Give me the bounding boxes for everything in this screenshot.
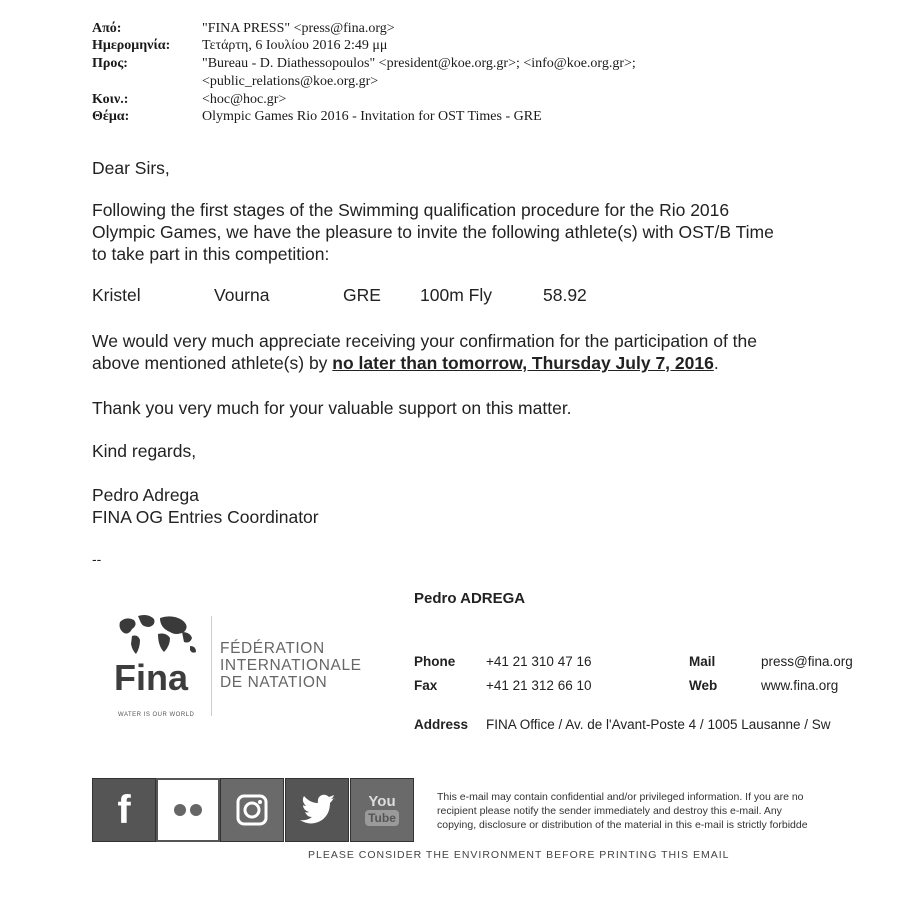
sender-block: [92, 484, 319, 528]
athlete-country: GRE: [343, 285, 381, 305]
logo-tagline: WATER IS OUR WORLD: [118, 712, 195, 718]
mail-label: Mail: [689, 654, 716, 669]
web-label: Web: [689, 678, 718, 693]
disclaimer-line-2: recipient please notify the sender immediately and destroy this e-mail. Any: [437, 805, 782, 817]
greeting: Dear Sirs,: [92, 158, 170, 178]
confirmation-paragraph: [92, 330, 757, 374]
youtube-icon-bottom: Tube: [365, 810, 399, 826]
sender-title: FINA OG Entries Coordinator: [92, 507, 319, 527]
deadline-text: no later than tomorrow, Thursday July 7, 2016: [332, 353, 714, 373]
disclaimer-line-3: copying, disclosure or distribution of the material in this e-mail is strictly forbidde: [437, 819, 808, 831]
address-label: Address: [414, 717, 469, 732]
invitation-line-2: Olympic Games, we have the pleasure to invite the following athlete(s) with OST/B Time: [92, 222, 774, 242]
federation-line-1: FÉDÉRATION: [220, 640, 325, 657]
youtube-button[interactable]: [350, 778, 414, 842]
confirmation-line-2-start: above mentioned athlete(s) by: [92, 353, 333, 373]
signature-name: Pedro ADREGA: [414, 590, 526, 607]
invitation-line-1: Following the first stages of the Swimming qualification procedure for the Rio 2016: [92, 200, 730, 220]
confirmation-line-1: We would very much appreciate receiving your confirmation for the participation of the: [92, 331, 758, 351]
thanks-line: Thank you very much for your valuable support on this matter.: [92, 398, 572, 418]
flickr-icon: [174, 804, 202, 816]
instagram-button[interactable]: [220, 778, 284, 842]
twitter-button[interactable]: [285, 778, 349, 842]
youtube-icon: [365, 794, 399, 826]
subject-value: Olympic Games Rio 2016 - Invitation for OST Times - GRE: [202, 109, 542, 124]
athlete-time: 58.92: [543, 285, 587, 305]
confirmation-line-2-end: .: [713, 353, 719, 373]
closing-line: Kind regards,: [92, 441, 197, 461]
to-value-line1: "Bureau - D. Diathessopoulos" <president@koe.org.gr>; <info@koe.org.gr>;: [202, 56, 636, 71]
email-header: [92, 20, 792, 130]
confirmation-line-2: [92, 352, 757, 374]
athlete-last-name: Vourna: [214, 285, 270, 305]
instagram-icon: [235, 793, 269, 827]
federation-line-3: DE NATATION: [220, 674, 328, 691]
mail-link[interactable]: press@fina.org: [761, 654, 853, 669]
athlete-first-name: Kristel: [92, 285, 141, 305]
athlete-event: 100m Fly: [420, 285, 492, 305]
from-value: "FINA PRESS" <press@fina.org>: [202, 21, 395, 36]
phone-label: Phone: [414, 654, 456, 669]
fax-label: Fax: [414, 678, 438, 693]
logo-divider: [211, 616, 212, 716]
fina-logo: [112, 612, 212, 722]
logo-wordmark: Fina: [114, 657, 189, 698]
date-label: Ημερομηνία:: [92, 38, 171, 53]
youtube-icon-top: You: [368, 793, 396, 810]
subject-label: Θέμα:: [92, 109, 130, 124]
facebook-button[interactable]: [92, 778, 156, 842]
sender-name: Pedro Adrega: [92, 485, 200, 505]
to-label: Προς:: [92, 56, 128, 71]
fax-value: +41 21 312 66 10: [486, 678, 592, 693]
federation-line-2: INTERNATIONALE: [220, 657, 362, 674]
invitation-line-3: to take part in this competition:: [92, 244, 330, 264]
cc-value: <hoc@hoc.gr>: [202, 92, 287, 107]
disclaimer-line-1: This e-mail may contain confidential and/or privileged information. If you are no: [437, 791, 804, 803]
federation-name: [220, 640, 362, 691]
address-value: FINA Office / Av. de l'Avant-Poste 4 / 1005 Lausanne / Sw: [486, 717, 831, 732]
date-value: Τετάρτη, 6 Ιουλίου 2016 2:49 μμ: [202, 38, 388, 53]
flickr-button[interactable]: [156, 778, 220, 842]
environment-note: PLEASE CONSIDER THE ENVIRONMENT BEFORE PRINTING THIS EMAIL: [308, 849, 730, 861]
facebook-icon: f: [117, 787, 131, 832]
signature-separator: --: [92, 551, 102, 567]
invitation-paragraph: [92, 199, 774, 265]
phone-value: +41 21 310 47 16: [486, 654, 592, 669]
from-label: Από:: [92, 21, 122, 36]
web-link[interactable]: www.fina.org: [761, 678, 839, 693]
twitter-icon: [298, 794, 336, 826]
to-value-line2: <public_relations@koe.org.gr>: [202, 74, 379, 89]
globe-icon: [112, 612, 212, 722]
disclaimer: [437, 790, 857, 832]
cc-label: Κοιν.:: [92, 92, 129, 107]
